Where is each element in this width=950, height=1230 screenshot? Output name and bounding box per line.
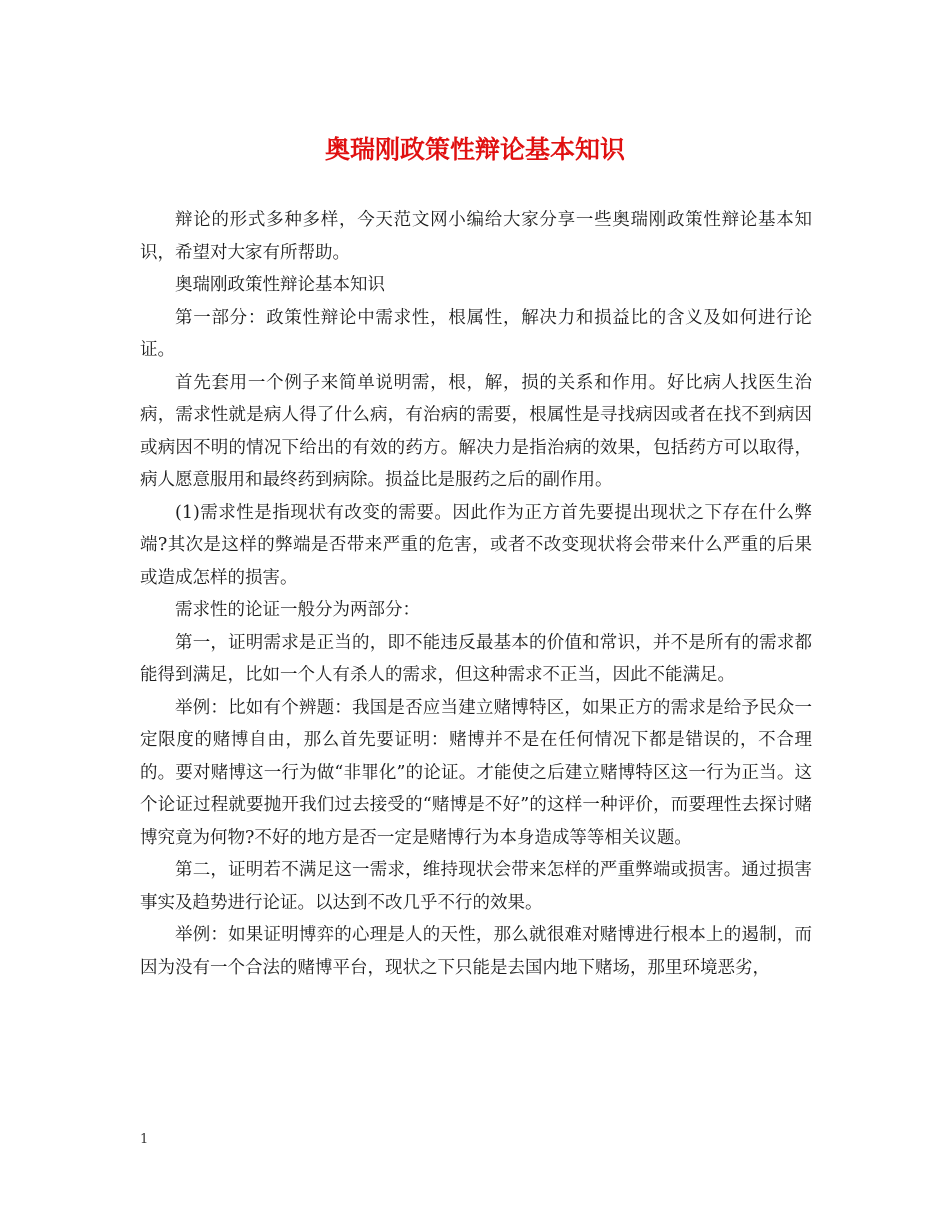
document-title: 奥瑞刚政策性辩论基本知识: [324, 135, 625, 164]
paragraph-example-two: 举例：如果证明博弈的心理是人的天性，那么就很难对赌博进行根本上的遏制，而因为没有一个合法的赌博平台，现状之下只能是去国内地下赌场，那里环境恶劣，: [140, 925, 812, 978]
paragraph-part-one-heading: 第一部分：政策性辩论中需求性，根属性，解决力和损益比的含义及如何进行论证。: [140, 307, 812, 360]
paragraph-analogy: 首先套用一个例子来简单说明需，根，解，损的关系和作用。好比病人找医生治病，需求性就是病人得了什么病，有治病的需要，根属性是寻找病因或者在找不到病因或病因不明的情况下给出的有效的药方。解决力是指治病的效果，包括药方可以取得，病人愿意服用和最终药到病除。损益比是服药之后的副作用。: [140, 372, 812, 490]
document-body: [140, 204, 812, 984]
paragraph-intro: 辩论的形式多种多样，今天范文网小编给大家分享一些奥瑞刚政策性辩论基本知识，希望对大家有所帮助。: [140, 210, 812, 263]
paragraph-first-point: 第一，证明需求是正当的，即不能违反最基本的价值和常识，并不是所有的需求都能得到满足，比如一个人有杀人的需求，但这种需求不正当，因此不能满足。: [140, 632, 812, 685]
paragraph-second-point: 第二，证明若不满足这一需求，维持现状会带来怎样的严重弊端或损害。通过损害事实及趋势进行论证。以达到不改几乎不行的效果。: [140, 860, 812, 913]
paragraph-subtitle: 奥瑞刚政策性辩论基本知识: [175, 275, 385, 295]
paragraph-need-parts: 需求性的论证一般分为两部分：: [175, 600, 420, 620]
paragraph-need-definition: (1)需求性是指现状有改变的需要。因此作为正方首先要提出现状之下存在什么弊端?其次是这样的弊端是否带来严重的危害，或者不改变现状将会带来什么严重的后果或造成怎样的损害。: [140, 502, 812, 588]
page-number: 1: [140, 1132, 149, 1147]
paragraph-example-one: 举例：比如有个辨题：我国是否应当建立赌博特区，如果正方的需求是给予民众一定限度的赌博自由，那么首先要证明：赌博并不是在任何情况下都是错误的，不合理的。要对赌博这一行为做“非罪化”的论证。才能使之后建立赌博特区这一行为正当。这个论证过程就要抛开我们过去接受的“赌博是不好”的这样一种评价，而要理性去探讨赌博究竟为何物?不好的地方是否一定是赌博行为本身造成等等相关议题。: [140, 697, 812, 848]
